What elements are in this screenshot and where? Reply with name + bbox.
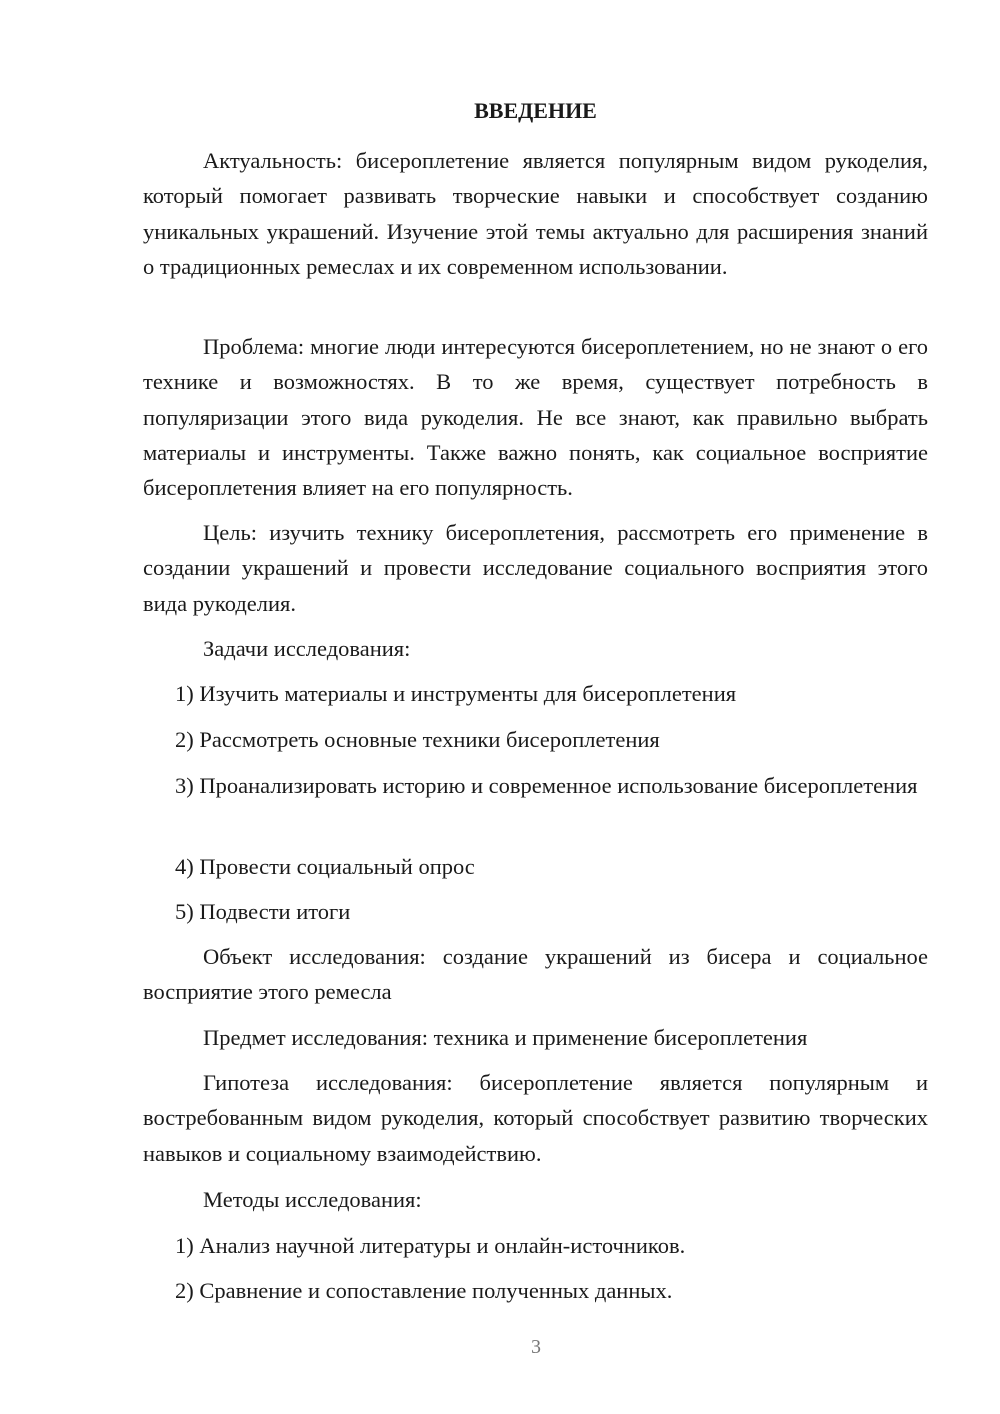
section-heading: ВВЕДЕНИЕ [474,98,597,123]
relevance-paragraph: Актуальность: бисероплетение является популярным видом рукоделия, который помогает развивать творческие навыки и способствует созданию уникальных украшений. Изучение этой темы актуально для расширения знаний о традиционных ремеслах и их современном использовании. [143,148,928,279]
methods-title: Методы исследования: [203,1187,422,1212]
task-item-2: 2) Рассмотреть основные техники бисероплетения [175,727,660,752]
subject-paragraph: Предмет исследования: техника и применение бисероплетения [203,1025,808,1050]
object-paragraph: Объект исследования: создание украшений из бисера и социальное восприятие этого ремесла [143,944,928,1005]
hypothesis-paragraph: Гипотеза исследования: бисероплетение является популярным и востребованным видом рукоделия, который способствует развитию творческих навыков и социальному взаимодействию. [143,1070,928,1166]
task-item-4: 4) Провести социальный опрос [175,854,475,879]
problem-paragraph: Проблема: многие люди интересуются бисероплетением, но не знают о его технике и возможностях. В то же время, существует потребность в популяризации этого вида рукоделия. Не все знают, как правильно выбрать материалы и инструменты. Также важно понять, как социальное восприятие бисероплетения влияет на его популярность. [143,334,928,501]
page-number: 3 [531,1336,541,1358]
task-item-1: 1) Изучить материалы и инструменты для бисероплетения [175,681,737,706]
method-item-1: 1) Анализ научной литературы и онлайн-источников. [175,1233,686,1258]
method-item-2: 2) Сравнение и сопоставление полученных данных. [175,1278,673,1303]
goal-paragraph: Цель: изучить технику бисероплетения, рассмотреть его применение в создании украшений и провести исследование социального восприятия этого вида рукоделия. [143,520,928,616]
task-item-3: 3) Проанализировать историю и современное использование бисероплетения [175,773,918,798]
task-item-5: 5) Подвести итоги [175,899,351,924]
tasks-title: Задачи исследования: [203,636,411,661]
